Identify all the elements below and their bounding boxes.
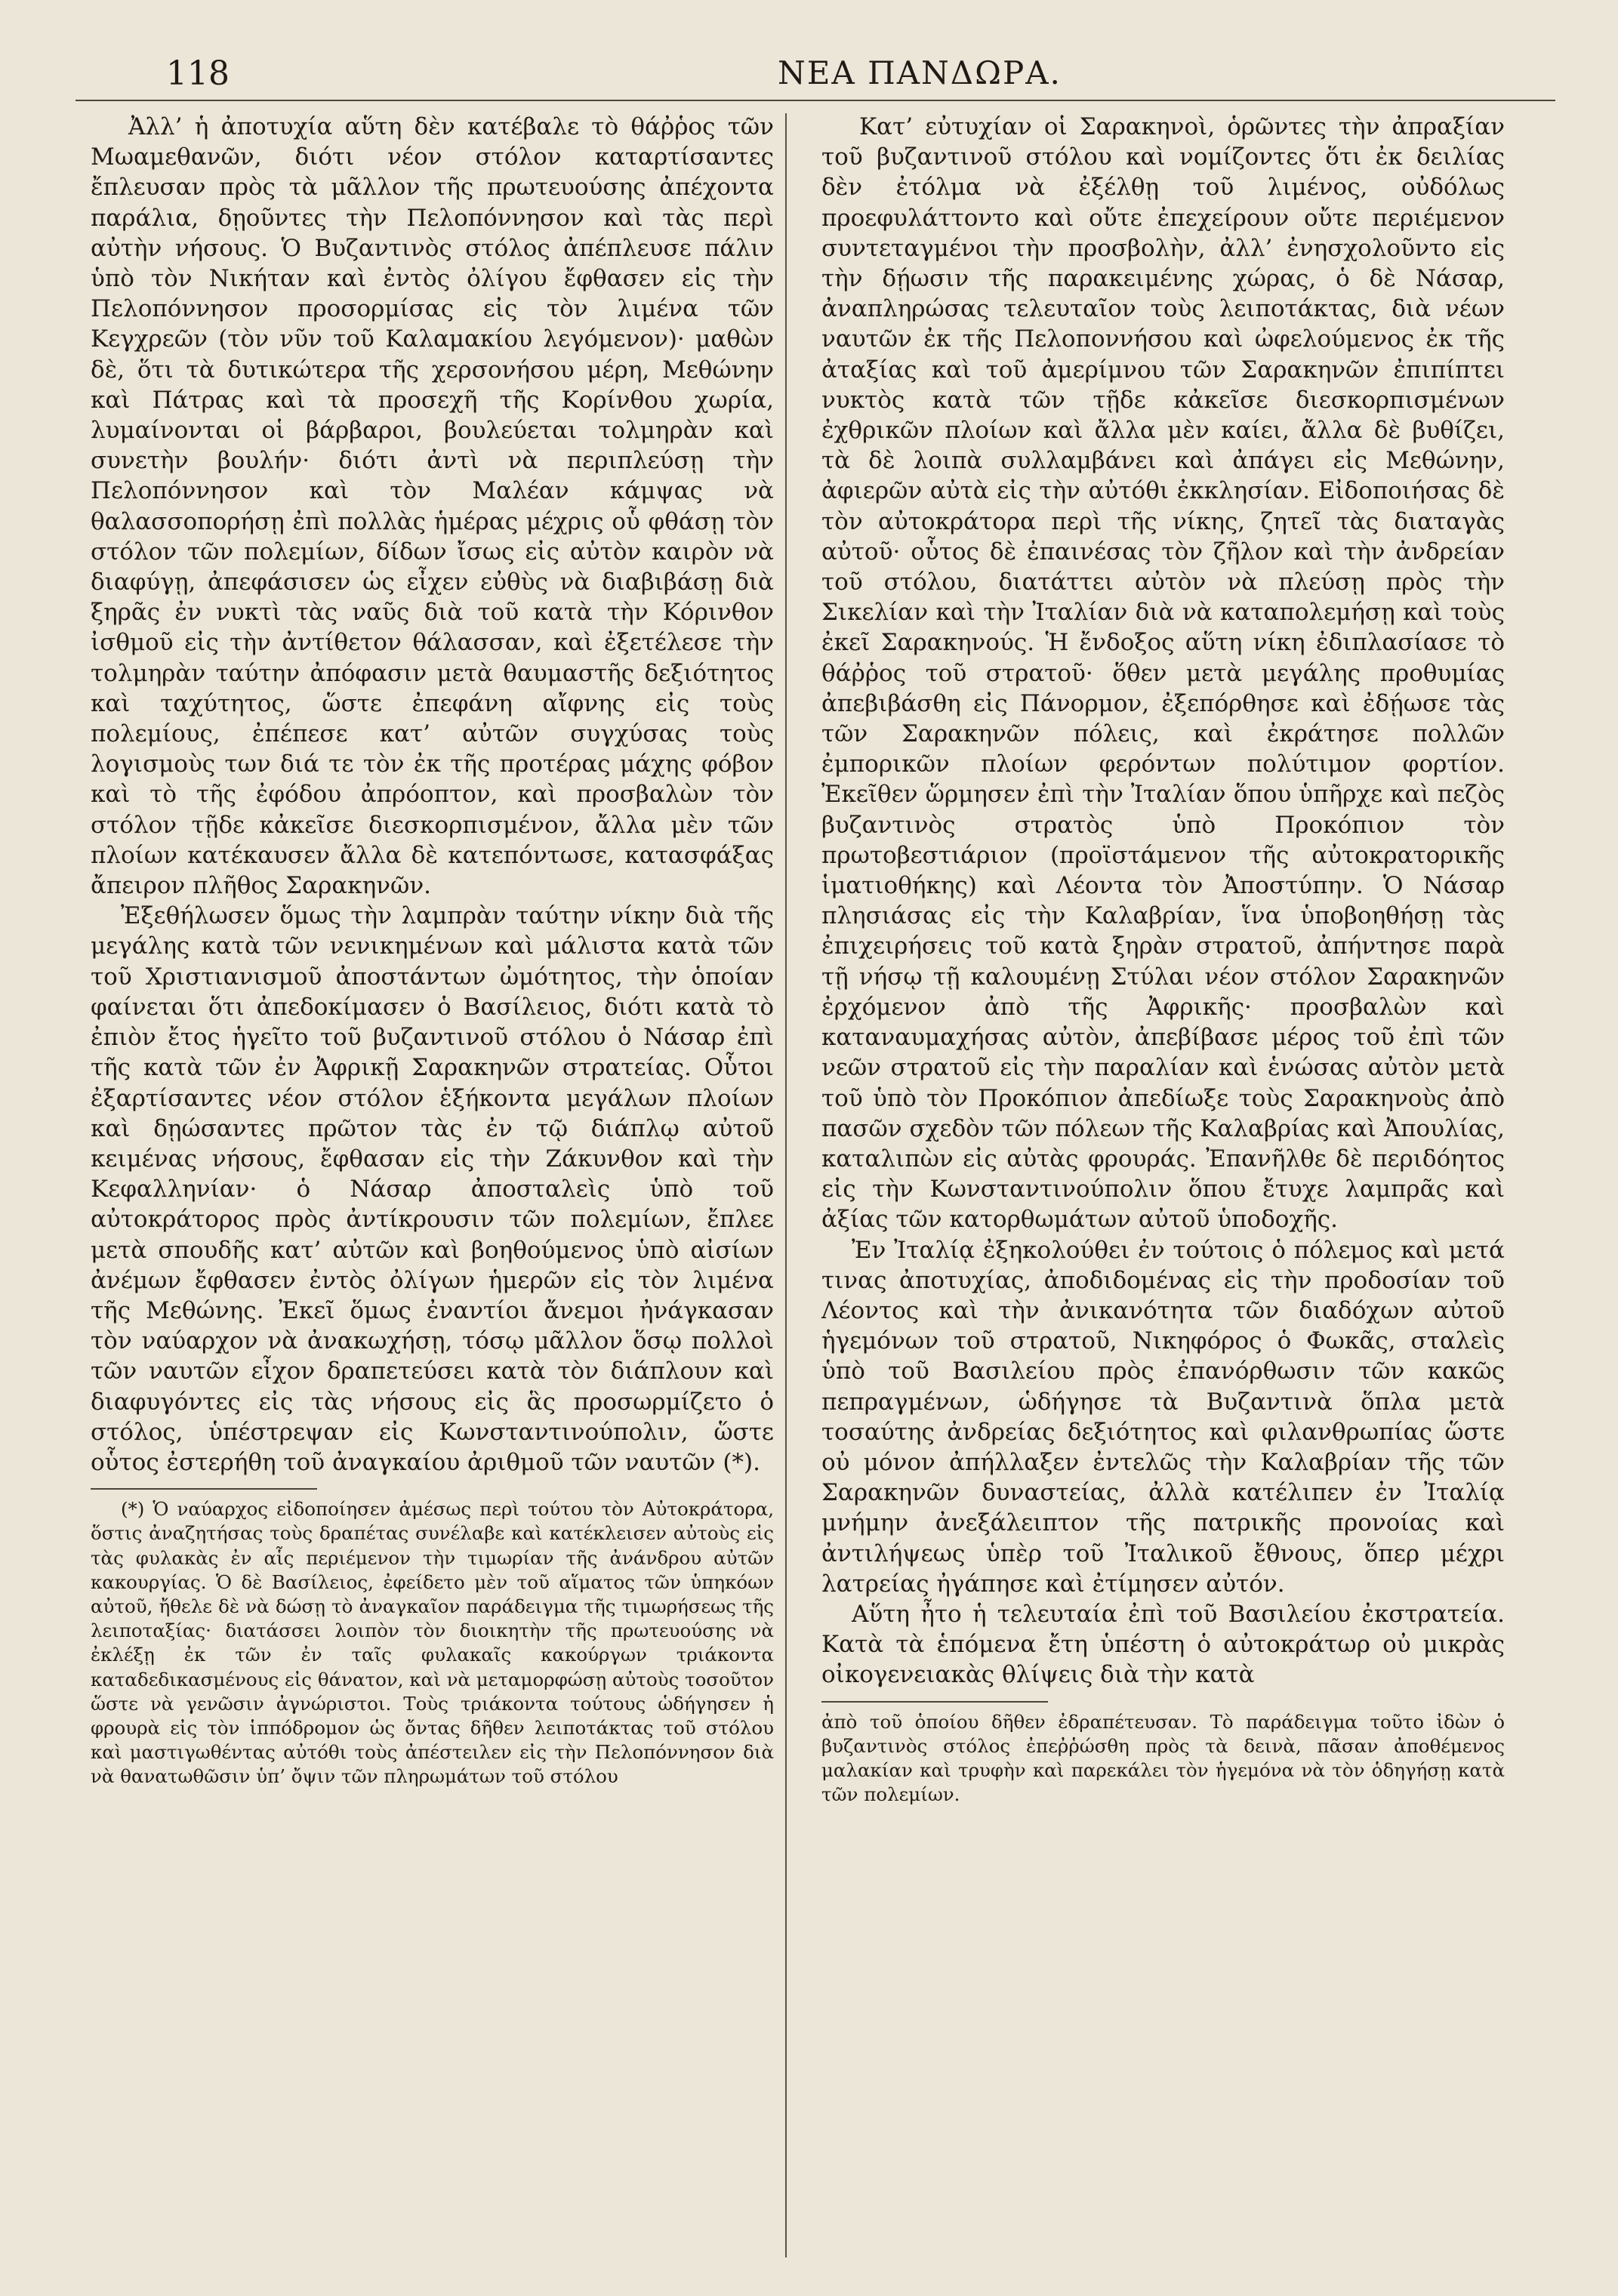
paragraph: Ἐξεθήλωσεν ὅμως τὴν λαμπρὰν ταύτην νίκην διὰ τῆς μεγάλης κατὰ τῶν νενικημένων καὶ μάλιστα κατὰ τῶν τοῦ Χριστιανισμοῦ ἀποστάντων ὠμότητος, τὴν ὁποίαν φαίνεται ὅτι ἀπεδοκίμασεν ὁ Βασίλειος, διότι κατὰ τὸ ἐπιὸν ἔτος ἡγεῖτο τοῦ βυζαντινοῦ στόλου ὁ Νάσαρ ἐπὶ τῆς κατὰ τῶν ἐν Ἀφρικῇ Σαρακηνῶν στρατείας. Οὗτοι ἐξαρτίσαντες νέον στόλον ἑξήκοντα μεγάλων πλοίων καὶ δῃώσαντες πρῶτον τὰς ἐν τῷ διάπλῳ αὐτοῦ κειμένας νήσους, ἔφθασαν εἰς τὴν Ζάκυνθον καὶ τὴν Κεφαλληνίαν· ὁ Νάσαρ ἀποσταλεὶς ὑπὸ τοῦ αὐτοκράτορος πρὸς ἀντίκρουσιν τῶν πολεμίων, ἔπλεε μετὰ σπουδῆς κατ’ αὐτῶν καὶ βοηθούμενος ὑπὸ αἰσίων ἀνέμων ἔφθασεν ἐντὸς ὀλίγων ἡμερῶν εἰς τὸν λιμένα τῆς Μεθώνης. Ἐκεῖ ὅμως ἐναντίοι ἄνεμοι ἠνάγκασαν τὸν ναύαρχον νὰ ἀνακωχήσῃ, τόσῳ μᾶλλον ὅσῳ πολλοὶ τῶν ναυτῶν εἶχον δραπετεύσει κατὰ τὸν διάπλουν καὶ διαφυγόντες εἰς τὰς νήσους εἰς ἃς προσωρμίζετο ὁ στόλος, ὑπέστρεψαν εἰς Κωνσταντινούπολιν, ὥστε οὗτος ἐστερήθη τοῦ ἀναγκαίου ἀριθμοῦ τῶν ναυτῶν (*). [91, 902, 774, 1476]
footnote-continuation: ἀπὸ τοῦ ὁποίου δῆθεν ἐδραπέτευσαν. Τὸ παράδειγμα τοῦτο ἰδὼν ὁ βυζαντινὸς στόλος ἐπεῤῥώσθη πρὸς τὰ δεινὰ, πᾶσαν ἀποθέμενος μαλακίαν καὶ τρυφὴν καὶ παρεκάλει τὸν ἡγεμόνα νὰ τὸν ὁδηγήσῃ κατὰ τῶν πολεμίων. [821, 1710, 1505, 1806]
left-column [91, 112, 774, 1789]
footnote-divider [91, 1488, 317, 1490]
paragraph: Αὕτη ἦτο ἡ τελευταία ἐπὶ τοῦ Βασιλείου ἐκστρατεία. Κατὰ τὰ ἑπόμενα ἔτη ὑπέστη ὁ αὐτοκράτωρ οὐ μικρὰς οἰκογενειακὰς θλίψεις διὰ τὴν κατὰ [821, 1600, 1505, 1689]
page-number: 118 [166, 54, 230, 93]
footnote: (*) Ὁ ναύαρχος εἰδοποίησεν ἀμέσως περὶ τούτου τὸν Αὐτοκράτορα, ὅστις ἀναζητήσας τοὺς δραπέτας συνέλαβε καὶ κατέκλεισεν αὐτοὺς εἰς τὰς φυλακὰς ἐν αἷς περιέμενον τὴν τιμωρίαν τῆς ἀνάνδρου αὐτῶν κακουργίας. Ὁ δὲ Βασίλειος, ἐφείδετο μὲν τοῦ αἵματος τῶν ὑπηκόων αὐτοῦ, ἤθελε δὲ νὰ δώσῃ τὸ ἀναγκαῖον παράδειγμα τῆς τιμωρήσεως τῆς λειποταξίας· διατάσσει λοιπὸν τὸν διοικητὴν τῆς πρωτευούσης νὰ ἐκλέξῃ ἐκ τῶν ἐν ταῖς φυλακαῖς κακούργων τριάκοντα καταδεδικασμένους εἰς θάνατον, καὶ νὰ μεταμορφώσῃ αὐτοὺς τοσοῦτον ὥστε νὰ γενῶσιν ἀγνώριστοι. Τοὺς τριάκοντα τούτους ὡδήγησεν ἡ φρουρὰ εἰς τὸν ἱππόδρομον ὡς ὄντας δῆθεν λειποτάκτας τοῦ στόλου καὶ μαστιγωθέντας αὐτόθι τοὺς ἀπέστειλεν εἰς τὴν Πελοπόννησον διὰ νὰ θανατωθῶσιν ὑπ’ ὄψιν τῶν πληρωμάτων τοῦ στόλου [91, 1498, 774, 1788]
column-divider [785, 113, 787, 2257]
paragraph: Ἀλλ’ ἡ ἀποτυχία αὕτη δὲν κατέβαλε τὸ θάῤῥος τῶν Μωαμεθανῶν, διότι νέον στόλον καταρτίσαντες ἔπλευσαν πρὸς τὰ μᾶλλον τῆς πρωτευούσης ἀπέχοντα παράλια, δῃοῦντες τὴν Πελοπόννησον καὶ τὰς περὶ αὐτὴν νήσους. Ὁ Βυζαντινὸς στόλος ἀπέπλευσε πάλιν ὑπὸ τὸν Νικήταν καὶ ἐντὸς ὀλίγου ἔφθασεν εἰς τὴν Πελοπόννησον προσορμίσας εἰς τὸν λιμένα τῶν Κεγχρεῶν (τὸν νῦν τοῦ Καλαμακίου λεγόμενον)· μαθὼν δὲ, ὅτι τὰ δυτικώτερα τῆς χερσονήσου μέρη, Μεθώνην καὶ Πάτρας καὶ τὰ προσεχῆ τῆς Κορίνθου χωρία, λυμαίνονται οἱ βάρβαροι, βουλεύεται τολμηρὰν καὶ συνετὴν βουλήν· διότι ἀντὶ νὰ περιπλεύσῃ τὴν Πελοπόννησον καὶ τὸν Μαλέαν κάμψας νὰ θαλασσοπορήσῃ ἐπὶ πολλὰς ἡμέρας μέχρις οὗ φθάσῃ τὸν στόλον τῶν πολεμίων, δίδων ἴσως εἰς αὐτὸν καιρὸν νὰ διαφύγῃ, ἀπεφάσισεν ὡς εἶχεν εὐθὺς νὰ διαβιβάσῃ διὰ ξηρᾶς ἐν νυκτὶ τὰς ναῦς διὰ τοῦ κατὰ τὴν Κόρινθον ἰσθμοῦ εἰς τὴν ἀντίθετον θάλασσαν, καὶ ἐξετέλεσε τὴν τολμηρὰν ταύτην ἀπόφασιν μετὰ θαυμαστῆς δεξιότητος καὶ ταχύτητος, ὥστε ἐπεφάνη αἴφνης εἰς τοὺς πολεμίους, ἐπέπεσε κατ’ αὐτῶν συγχύσας τοὺς λογισμοὺς των διά τε τὸν ἐκ τῆς προτέρας μάχης φόβον καὶ τὸ τῆς ἐφόδου ἀπρόοπτον, καὶ προσβαλὼν τὸν στόλον τῇδε κἀκεῖσε διεσκορπισμένον, ἄλλα μὲν τῶν πλοίων κατέκαυσεν ἄλλα δὲ κατεπόντωσε, κατασφάξας ἄπειρον πλῆθος Σαρακηνῶν. [91, 113, 774, 900]
footnote-divider [821, 1701, 1048, 1703]
paragraph: Ἐν Ἰταλίᾳ ἐξηκολούθει ἐν τούτοις ὁ πόλεμος καὶ μετά τινας ἀποτυχίας, ἀποδιδομένας εἰς τὴν προδοσίαν τοῦ Λέοντος καὶ τὴν ἀνικανότητα τῶν διαδόχων αὐτοῦ ἡγεμόνων τοῦ στρατοῦ, Νικηφόρος ὁ Φωκᾶς, σταλεὶς ὑπὸ τοῦ Βασιλείου πρὸς ἐπανόρθωσιν τῶν κακῶς πεπραγμένων, ὡδήγησε τὰ Βυζαντινὰ ὅπλα μετὰ τοσαύτης ἀνδρείας δεξιότητος καὶ φιλανθρωπίας ὥστε οὐ μόνον ἀπήλλαξεν ἐντελῶς τὴν Καλαβρίαν τῆς τῶν Σαρακηνῶν δυναστείας, ἀλλὰ κατέλιπεν ἐν Ἰταλίᾳ μνήμην ἀνεξάλειπτον τῆς πατρικῆς προνοίας καὶ ἀντιλήψεως ὑπὲρ τοῦ Ἰταλικοῦ ἔθνους, ὅπερ μέχρι λατρείας ἠγάπησε καὶ ἐτίμησεν αὐτόν. [821, 1236, 1505, 1598]
page-header [76, 54, 1555, 101]
right-column [821, 112, 1505, 1807]
paragraph: Κατ’ εὐτυχίαν οἱ Σαρακηνοὶ, ὁρῶντες τὴν ἀπραξίαν τοῦ βυζαντινοῦ στόλου καὶ νομίζοντες ὅτι ἐκ δειλίας δὲν ἐτόλμα νὰ ἐξέλθῃ τοῦ λιμένος, οὐδόλως προεφυλάττοντο καὶ οὔτε ἐπεχείρουν οὔτε περιέμενον συντεταγμένοι τὴν προσβολὴν, ἀλλ’ ἐνησχολοῦντο εἰς τὴν δῄωσιν τῆς παρακειμένης χώρας, ὁ δὲ Νάσαρ, ἀναπληρώσας τελευταῖον τοὺς λειποτάκτας, διὰ νέων ναυτῶν ἐκ τῆς Πελοποννήσου καὶ ὠφελούμενος ἐκ τῆς ἀταξίας καὶ τοῦ ἀμερίμνου τῶν Σαρακηνῶν ἐπιπίπτει νυκτὸς κατὰ τῶν τῇδε κἀκεῖσε διεσκορπισμένων ἐχθρικῶν πλοίων καὶ ἄλλα μὲν καίει, ἄλλα δὲ βυθίζει, τὰ δὲ λοιπὰ συλλαμβάνει καὶ ἀπάγει εἰς Μεθώνην, ἀφιερῶν αὐτὰ εἰς τὴν αὐτόθι ἐκκλησίαν. Εἰδοποιήσας δὲ τὸν αὐτοκράτορα περὶ τῆς νίκης, ζητεῖ τὰς διαταγὰς αὐτοῦ· οὗτος δὲ ἐπαινέσας τὸν ζῆλον καὶ τὴν ἀνδρείαν τοῦ στόλου, διατάττει αὐτὸν νὰ πλεύσῃ πρὸς τὴν Σικελίαν καὶ τὴν Ἰταλίαν διὰ νὰ καταπολεμήσῃ καὶ τοὺς ἐκεῖ Σαρακηνούς. Ἡ ἔνδοξος αὕτη νίκη ἐδιπλασίασε τὸ θάῤῥος τοῦ στρατοῦ· ὅθεν μετὰ μεγάλης προθυμίας ἀπεβιβάσθη εἰς Πάνορμον, ἐξεπόρθησε καὶ ἐδῄωσε τὰς τῶν Σαρακηνῶν πόλεις, καὶ ἐκράτησε πολλῶν ἐμπορικῶν πλοίων φερόντων πολύτιμον φορτίον. Ἐκεῖθεν ὥρμησεν ἐπὶ τὴν Ἰταλίαν ὅπου ὑπῆρχε καὶ πεζὸς βυζαντινὸς στρατὸς ὑπὸ Προκόπιον τὸν πρωτοβεστιάριον (προϊστάμενον τῆς αὐτοκρατορικῆς ἱματιοθήκης) καὶ Λέοντα τὸν Ἀποστύπην. Ὁ Νάσαρ πλησιάσας εἰς τὴν Καλαβρίαν, ἵνα ὑποβοηθήσῃ τὰς ἐπιχειρήσεις τοῦ κατὰ ξηρὰν στρατοῦ, ἀπήντησε παρὰ τῇ νήσῳ τῇ καλουμένῃ Στύλαι νέον στόλον Σαρακηνῶν ἐρχόμενον ἀπὸ τῆς Ἀφρικῆς· προσβαλὼν καὶ καταναυμαχήσας αὐτὸν, ἀπεβίβασε μέρος τοῦ ἐπὶ τῶν νεῶν στρατοῦ εἰς τὴν παραλίαν καὶ ἑνώσας αὐτὸν μετὰ τοῦ ὑπὸ τὸν Προκόπιον ἀπεδίωξε τοὺς Σαρακηνοὺς ἀπὸ πασῶν σχεδὸν τῶν πόλεων τῆς Καλαβρίας καὶ Ἀπουλίας, καταλιπὼν εἰς αὐτὰς φρουράς. Ἐπανῆλθε δὲ περιδόητος εἰς τὴν Κωνσταντινούπολιν ὅπου ἔτυχε λαμπρᾶς καὶ ἀξίας τῶν κατορθωμάτων αὐτοῦ ὑποδοχῆς. [821, 113, 1505, 1234]
running-title: ΝΕΑ ΠΑΝΔΩΡΑ. [778, 54, 1062, 91]
